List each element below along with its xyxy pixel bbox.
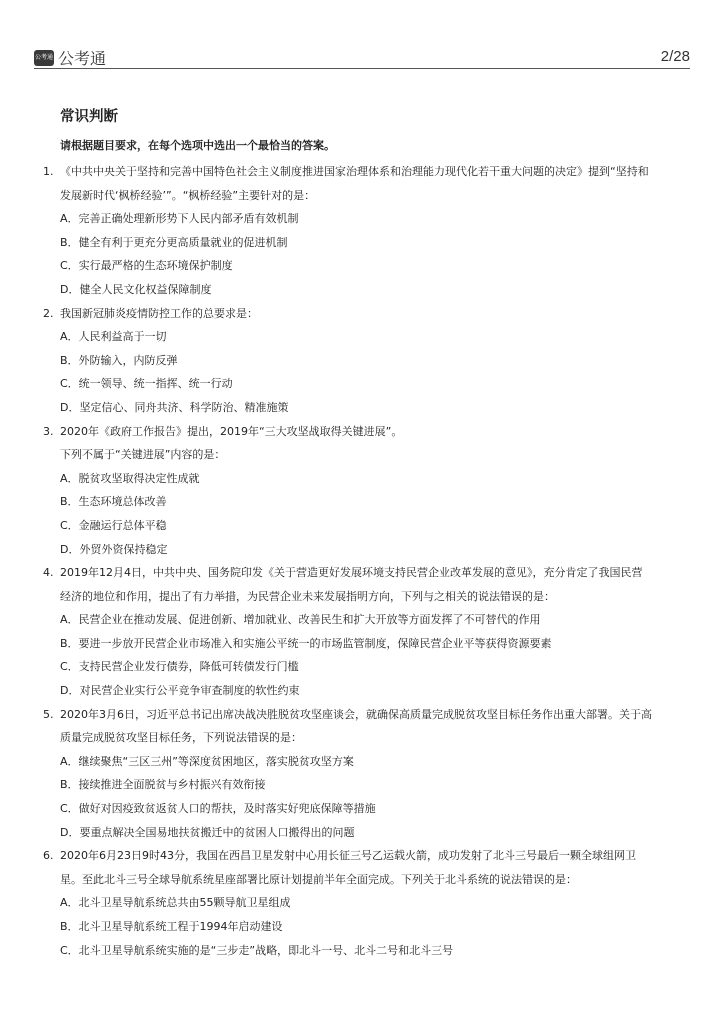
question-line (40, 302, 695, 326)
option-text: D．健全人民文化权益保障制度 (60, 282, 212, 296)
question-line (40, 868, 695, 892)
option-text: D．坚定信心、同舟共济、科学防治、精准施策 (60, 400, 289, 414)
question-line (40, 726, 695, 750)
option-text: B．健全有利于更充分更高质量就业的促进机制 (60, 235, 288, 249)
option-text: B．生态环境总体改善 (60, 495, 167, 509)
question-stem-text: 2020年6月23日9时43分，我国在西昌卫星发射中心用长征三号乙运载火箭，成功发射了北斗三号最后一颗全球组网卫 (60, 849, 636, 863)
question-number: 3. (43, 424, 54, 438)
question-number: 2. (43, 306, 54, 320)
option-text: B．接续推进全面脱贫与乡村振兴有效衔接 (60, 778, 266, 792)
answer-option (40, 891, 695, 915)
page-header (34, 44, 690, 68)
answer-option (40, 467, 695, 491)
option-text: D．对民营企业实行公平竞争审查制度的软性约束 (60, 684, 300, 698)
option-text: D．要重点解决全国易地扶贫搬迁中的贫困人口搬得出的问题 (60, 825, 355, 839)
option-text: C．北斗卫星导航系统实施的是“三步走”战略，即北斗一号、北斗二号和北斗三号 (60, 943, 454, 957)
question-item (40, 302, 695, 420)
question-line (40, 561, 695, 585)
answer-option (40, 254, 695, 278)
answer-option (40, 608, 695, 632)
question-stem-text: 发展新时代‘枫桥经验’”。“枫桥经验”主要针对的是： (60, 188, 316, 202)
question-number: 1. (43, 165, 54, 178)
brand-logo (34, 46, 106, 69)
answer-option (40, 207, 695, 231)
question-stem-text: 经济的地位和作用，提出了有力举措，为民营企业未来发展指明方向，下列与之相关的说法错误的是： (60, 589, 555, 603)
option-text: C．实行最严格的生态环境保护制度 (60, 259, 233, 273)
option-text: C．金融运行总体平稳 (60, 518, 167, 532)
question-stem-text: 星。至此北斗三号全球导航系统星座部署比原计划提前半年全面完成。下列关于北斗系统的说法错误的是： (60, 872, 577, 886)
answer-option (40, 372, 695, 396)
section-instruction: 请根据题目要求，在每个选项中选出一个最恰当的答案。 (60, 139, 335, 152)
answer-option (40, 939, 695, 963)
question-number: 5. (43, 707, 54, 721)
option-text: A．人民利益高于一切 (60, 330, 167, 344)
answer-option (40, 679, 695, 703)
section-title: 常识判断 (60, 108, 118, 125)
option-text: B．要进一步放开民营企业市场准入和实施公平统一的市场监管制度，保障民营企业平等获得资源要素 (60, 636, 552, 650)
question-line (40, 703, 695, 727)
question-line (40, 585, 695, 609)
answer-option (40, 538, 695, 562)
option-text: B．外防输入，内防反弹 (60, 353, 178, 367)
answer-option (40, 773, 695, 797)
option-text: A．民营企业在推动发展、促进创新、增加就业、改善民生和扩大开放等方面发挥了不可替代的作用 (60, 613, 541, 627)
answer-option (40, 915, 695, 939)
option-text: C．做好对因疫致贫返贫人口的帮扶，及时落实好兜底保障等措施 (60, 802, 376, 816)
answer-option (40, 797, 695, 821)
answer-option (40, 349, 695, 373)
answer-option (40, 750, 695, 774)
answer-option (40, 231, 695, 255)
question-stem-text: 2020年3月6日，习近平总书记出席决战决胜脱贫攻坚座谈会，就确保高质量完成脱贫攻坚目标任务作出重大部署。关于高 (60, 707, 652, 721)
question-item (40, 420, 695, 562)
option-text: B．北斗卫星导航系统工程于1994年启动建设 (60, 920, 283, 933)
option-text: A．继续聚焦“三区三州”等深度贫困地区，落实脱贫攻坚方案 (60, 754, 354, 768)
option-text: A．北斗卫星导航系统总共由55颗导航卫星组成 (60, 896, 291, 910)
question-number: 4. (43, 566, 54, 580)
question-stem-text: 我国新冠肺炎疫情防控工作的总要求是： (60, 306, 258, 320)
option-text: A．脱贫攻坚取得决定性成就 (60, 471, 200, 485)
page-number: 2/28 (660, 48, 690, 65)
answer-option (40, 821, 695, 845)
answer-option (40, 490, 695, 514)
header-divider (34, 68, 690, 69)
logo-text: 公考通 (58, 49, 107, 68)
option-text: A．完善正确处理新形势下人民内部矛盾有效机制 (60, 212, 299, 226)
question-stem-text: 2019年12月4日，中共中央、国务院印发《关于营造更好发展环境支持民营企业改革发展的意见》，充分肯定了我国民营 (60, 566, 643, 580)
answer-option (40, 514, 695, 538)
question-number: 6. (43, 849, 54, 863)
question-line (40, 443, 695, 467)
question-item (40, 160, 695, 302)
answer-option (40, 632, 695, 656)
question-stem-text: 2020年《政府工作报告》提出，2019年“三大攻坚战取得关键进展”。 (60, 424, 403, 438)
logo-badge-icon: 公考通 (34, 50, 54, 66)
answer-option (40, 325, 695, 349)
question-list (40, 160, 695, 962)
answer-option (40, 655, 695, 679)
option-text: C．支持民营企业发行债券，降低可转债发行门槛 (60, 660, 299, 674)
question-stem-text: 下列不属于“关键进展”内容的是： (60, 448, 226, 462)
answer-option (40, 278, 695, 302)
question-item (40, 561, 695, 703)
question-line (40, 160, 695, 184)
question-line (40, 184, 695, 208)
question-stem-text: 质量完成脱贫攻坚目标任务，下列说法错误的是： (60, 731, 302, 745)
question-item (40, 844, 695, 962)
question-line (40, 844, 695, 868)
question-item (40, 703, 695, 845)
question-stem-text: 《中共中央关于坚持和完善中国特色社会主义制度推进国家治理体系和治理能力现代化若干重大问题的决定》提到“坚持和 (60, 165, 649, 178)
question-line (40, 420, 695, 444)
option-text: C．统一领导、统一指挥、统一行动 (60, 377, 233, 391)
answer-option (40, 396, 695, 420)
option-text: D．外贸外资保持稳定 (60, 542, 168, 556)
